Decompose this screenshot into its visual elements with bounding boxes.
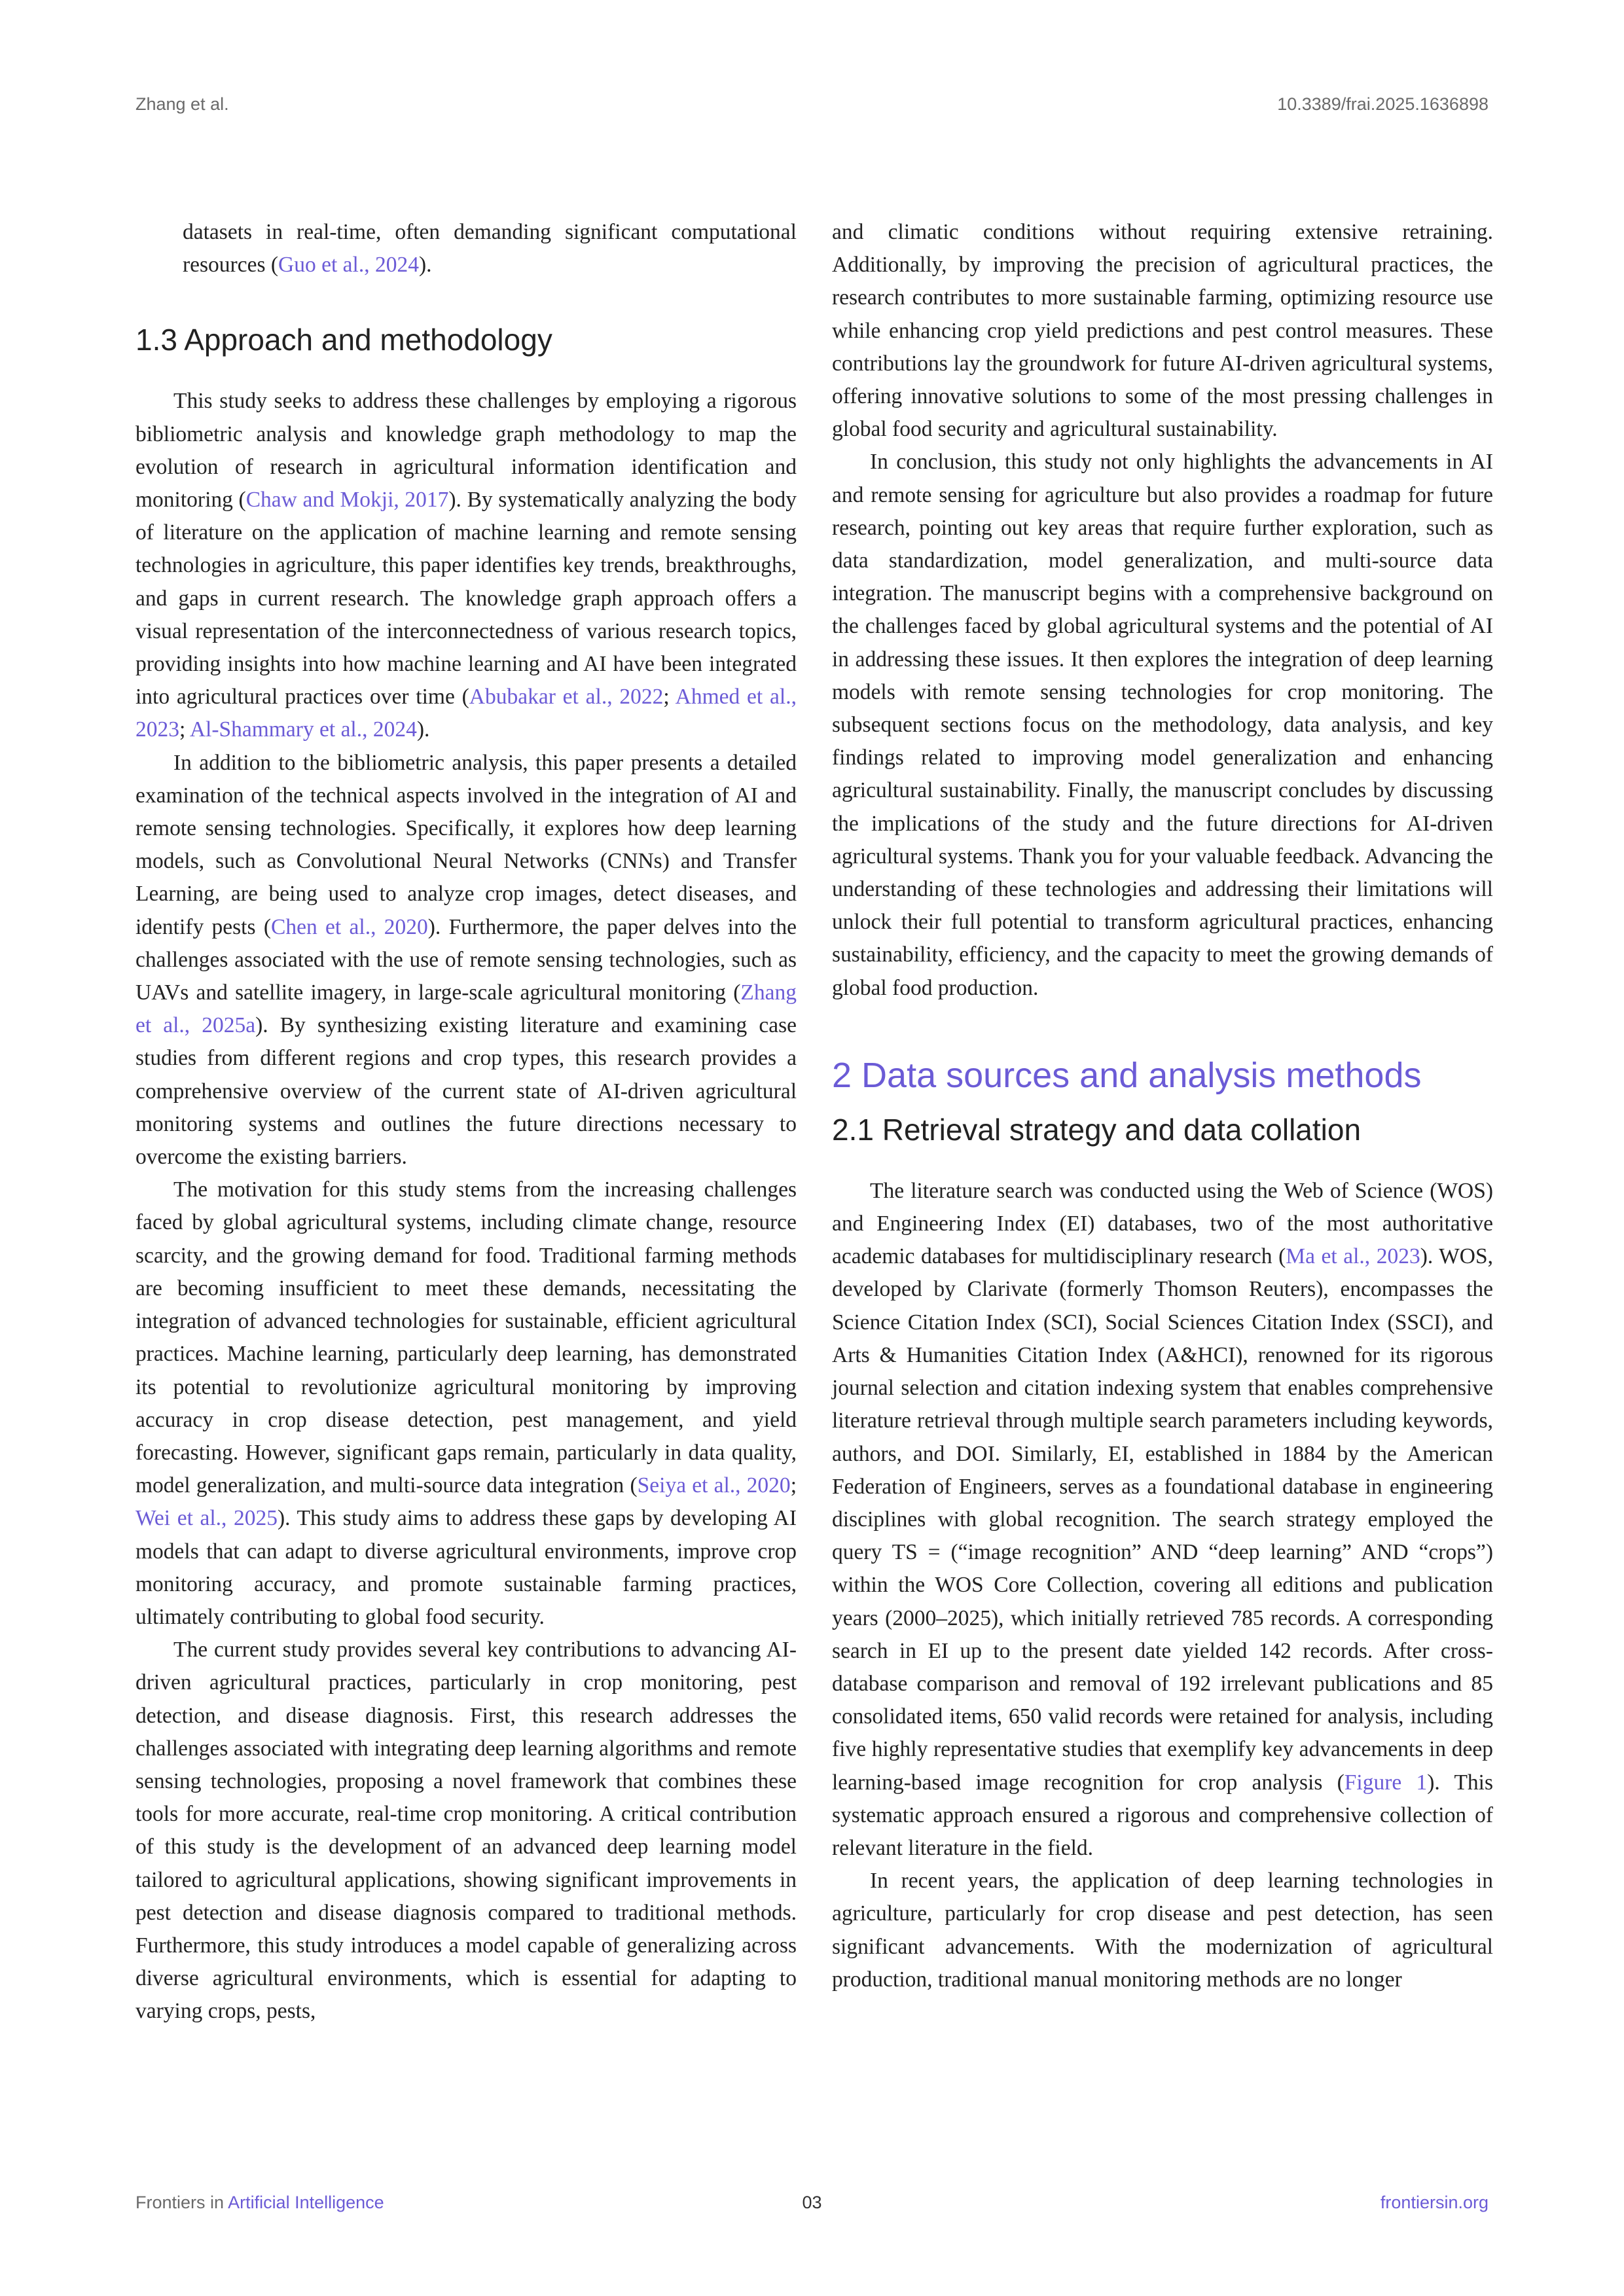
paragraph-approach (135, 385, 797, 746)
text-run: This study seeks to address these challenges by employing a rigorous bibliometric analysis and knowledge graph methodology to map the evolution of research in agricultural information identification and monitoring ( (135, 389, 797, 512)
text-run: The literature search was conducted using the Web of Science (WOS) and Engineering Index (EI) databases, two of the most authoritative academic databases for multidisciplinary research ( (832, 1178, 1493, 1269)
citation-link[interactable]: Abubakar et al., 2022 (469, 685, 664, 709)
section-heading-1-3: 1.3 Approach and methodology (135, 323, 552, 357)
paragraph-opening (135, 216, 797, 281)
paragraph-conclusion: In conclusion, this study not only highlights the advancements in AI and remote sensing for agriculture but also provides a roadmap for future research, pointing out key areas that require further exploration, such as data standardization, model generalization, and multi-source data integration. The manuscript begins with a comprehensive background on the challenges faced by global agricultural systems and the potential of AI in addressing these issues. It then explores the integration of deep learning models with remote sensing technologies for crop monitoring. The subsequent sections focus on the methodology, data analysis, and key findings related to improving model generalization and enhancing agricultural sustainability. Finally, the manuscript concludes by discussing the implications of the study and the future directions for AI-driven agricultural systems. Thank you for your valuable feedback. Advancing the understanding of these technologies and addressing their limitations will unlock their full potential to transform agricultural practices, enhancing sustainability, efficiency, and the capacity to meet the growing demands of global food production. (832, 450, 1493, 1000)
text-run: The motivation for this study stems from the increasing challenges faced by global agricultural systems, including climate change, resource scarcity, and the growing demand for food. Traditional farming methods are becoming insufficient to meet these demands, necessitating the integration of advanced technologies for sustainable, efficient agricultural practices. Machine learning, particularly deep learning, has demonstrated its potential to revolutionize agricultural monitoring by improving accuracy in crop disease detection, pest management, and yield forecasting. However, significant gaps remain, particularly in data quality, model generalization, and multi-source data integration ( (135, 1177, 797, 1498)
running-head-authors: Zhang et al. (135, 94, 229, 114)
citation-link[interactable]: Guo et al., 2024 (278, 253, 419, 278)
text-run: ). (418, 253, 432, 278)
paragraph-literature-search (832, 1175, 1493, 1865)
right-column (832, 216, 1493, 1996)
text-run: ). (416, 717, 430, 742)
footer-site-link[interactable]: frontiersin.org (1380, 2193, 1489, 2212)
citation-link[interactable]: Zhang et al., 2025a (135, 980, 797, 1038)
left-column (135, 216, 797, 2028)
citation-link[interactable]: Seiya et al., 2020 (637, 1473, 791, 1498)
running-head-doi[interactable]: 10.3389/frai.2025.1636898 (1277, 94, 1489, 114)
text-run: ). By synthesizing existing literature and examining case studies from different regions and crop types, this research provides a comprehensive overview of the current state of AI-driven agricultural monitoring systems and outlines the future directions necessary to overcome the existing barriers. (135, 1013, 797, 1170)
page-number: 03 (802, 2193, 822, 2212)
text-run: ). This study aims to address these gaps by developing AI models that can adapt to diverse agricultural environments, improve crop monitoring accuracy, and promote sustainable farming practices, ultimately contributing to global food security. (135, 1506, 797, 1629)
citation-link[interactable]: Chen et al., 2020 (271, 914, 428, 939)
paragraph-contributions-continued: and climatic conditions without requiring extensive retraining. Additionally, by improving the precision of agricultural practices, the research contributes to more sustainable farming, optimizing resource use while enhancing crop yield predictions and pest control measures. These contributions lay the groundwork for future AI-driven agricultural systems, offering innovative solutions to some of the most pressing challenges in global food security and agricultural sustainability. (832, 220, 1493, 442)
text-run: ). Furthermore, the paper delves into the challenges associated with the use of remote sensing technologies, such as UAVs and satellite imagery, in large-scale agricultural monitoring ( (135, 914, 797, 1005)
text-run: ; (179, 717, 190, 742)
citation-link[interactable]: Ma et al., 2023 (1286, 1244, 1420, 1269)
citation-link[interactable]: Chaw and Mokji, 2017 (245, 488, 449, 512)
footer-journal-prefix: Frontiers in (135, 2193, 225, 2212)
text-run: ; (790, 1473, 797, 1498)
paragraph-recent-years: In recent years, the application of deep learning technologies in agriculture, particularly for crop disease and pest detection, has seen significant advancements. With the modernization of agricultural production, traditional manual monitoring methods are no longer (832, 1869, 1493, 1992)
footer-journal-name[interactable]: Artificial Intelligence (228, 2193, 384, 2212)
paragraph-contributions: The current study provides several key contributions to advancing AI-driven agricultural practices, particularly in crop monitoring, pest detection, and disease diagnosis. First, this research addresses the challenges associated with integrating deep learning algorithms and remote sensing technologies, proposing a novel framework that combines these tools for more accurate, real-time crop monitoring. A critical contribution of this study is the development of an advanced deep learning model tailored to agricultural applications, showing significant improvements in pest detection and disease diagnosis compared to traditional methods. Furthermore, this study introduces a model capable of generalizing across diverse agricultural environments, which is essential for adapting to varying crops, pests, (135, 1638, 797, 2024)
citation-link[interactable]: Al-Shammary et al., 2024 (189, 717, 417, 742)
text-run: ). WOS, developed by Clarivate (formerly Thomson Reuters), encompasses the Science Citation Index (SCI), Social Sciences Citation Index (SSCI), and Arts & Humanities Citation Index (A&HCI), renowned for its rigorous journal selection and citation indexing system that enables comprehensive literature retrieval through multiple search parameters including keywords, authors, and DOI. Similarly, EI, established in 1884 by the American Federation of Engineers, serves as a foundational database in engineering disciplines with global recognition. The search strategy employed the query TS = (“image recognition” AND “deep learning” AND “crops”) within the WOS Core Collection, covering all editions and publication years (2000–2025), which initially retrieved 785 records. A corresponding search in EI up to the present date yielded 142 records. After cross-database comparison and removal of 192 irrelevant publications and 85 consolidated items, 650 valid records were retained for analysis, including five highly representative studies that exemplify key advancements in deep learning-based image recognition for crop analysis ( (832, 1244, 1494, 1795)
text-run: ). By systematically analyzing the body of literature on the application of machine learning and remote sensing technologies in agriculture, this paper identifies key trends, breakthroughs, and gaps in current research. The knowledge graph approach offers a visual representation of the interconnectedness of various research topics, providing insights into how machine learning and AI have been integrated into agricultural practices over time ( (135, 488, 797, 709)
text-run: In addition to the bibliometric analysis, this paper presents a detailed examination of the technical aspects involved in the integration of AI and remote sensing technologies. Specifically, it explores how deep learning models, such as Convolutional Neural Networks (CNNs) and Transfer Learning, are being used to analyze crop images, detect diseases, and identify pests ( (135, 750, 797, 939)
citation-link[interactable]: Ahmed et al., 2023 (135, 685, 797, 742)
paragraph-technical (135, 747, 797, 1174)
citation-link[interactable]: Wei et al., 2025 (135, 1506, 278, 1531)
text-run: ). This systematic approach ensured a rigorous and comprehensive collection of relevant literature in the field. (832, 1770, 1494, 1860)
paragraph-motivation (135, 1174, 797, 1634)
text-run: datasets in real-time, often demanding significant computational resources ( (183, 220, 797, 278)
section-heading-2: 2 Data sources and analysis methods (832, 1055, 1422, 1095)
figure-link[interactable]: Figure 1 (1344, 1770, 1428, 1795)
section-heading-2-1: 2.1 Retrieval strategy and data collation (832, 1112, 1362, 1147)
text-run: ; (663, 685, 676, 709)
